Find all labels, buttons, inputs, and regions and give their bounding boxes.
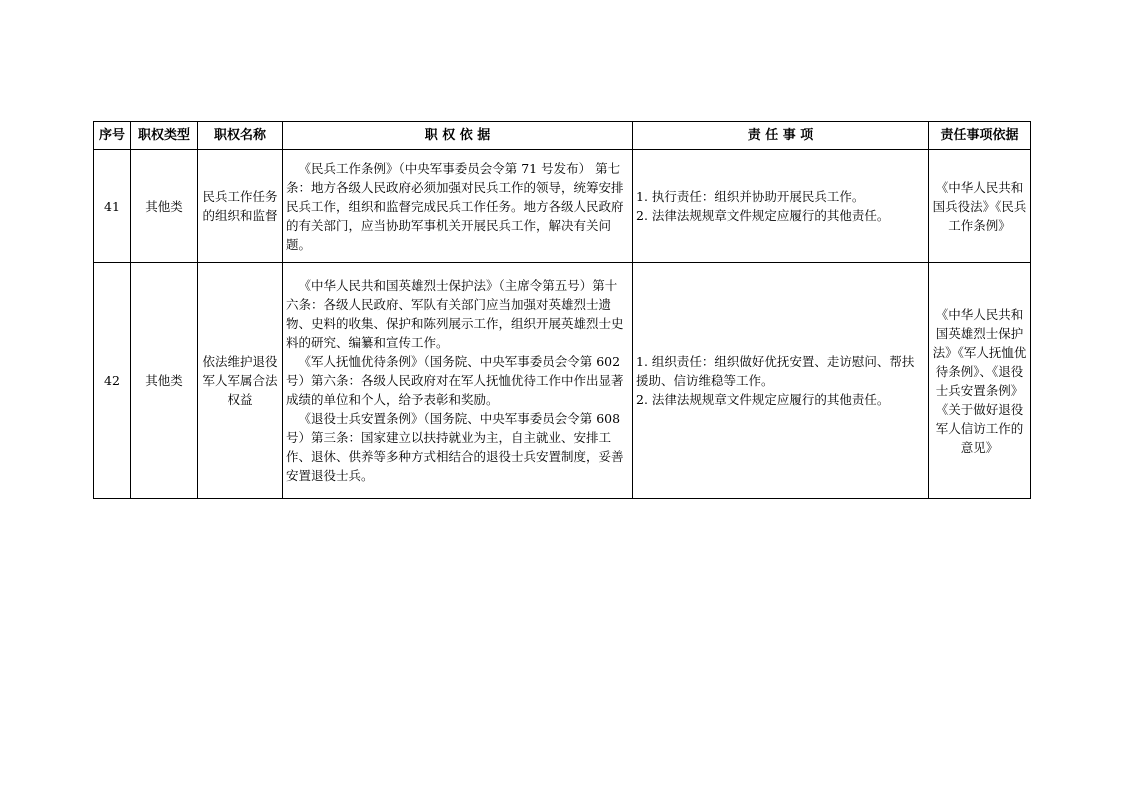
row-name: 民兵工作任务的组织和监督: [198, 150, 283, 263]
row-duties: [633, 263, 929, 499]
row-duty-basis: 《中华人民共和国兵役法》《民兵工作条例》: [929, 150, 1031, 263]
row-duties: [633, 150, 929, 263]
col-header-basis: 职 权 依 据: [283, 122, 633, 150]
duty-item: 2. 法律法规规章文件规定应履行的其他责任。: [636, 208, 890, 223]
col-header-duty-basis: 责任事项依据: [929, 122, 1031, 150]
row-type: 其他类: [131, 150, 198, 263]
basis-text: 《民兵工作条例》（中央军事委员会令第 71 号发布） 第七条：地方各级人民政府必须加强对民兵工作的领导，统筹安排民兵工作，组织和监督完成民兵工作任务。地方各级人民政府的有关部门，应当协助军事机关开展民兵工作，解决有关问题。: [286, 160, 624, 252]
row-basis: [283, 150, 633, 263]
col-header-type: 职权类型: [131, 122, 198, 150]
col-header-no: 序号: [94, 122, 131, 150]
row-no: 42: [94, 263, 131, 499]
table-row: [94, 150, 1031, 263]
header-row: [94, 122, 1031, 150]
basis-text: 《军人抚恤优待条例》（国务院、中央军事委员会令第 602 号）第六条：各级人民政府对在军人抚恤优待工作中作出显著成绩的单位和个人，给予表彰和奖励。: [286, 354, 624, 407]
row-duty-basis: 《中华人民共和国英雄烈士保护法》《军人抚恤优待条例》、《退役士兵安置条例》《关于做好退役军人信访工作的意见》: [929, 263, 1031, 499]
duty-item: 1. 组织责任：组织做好优抚安置、走访慰问、帮扶援助、信访维稳等工作。: [636, 354, 915, 388]
basis-text: 《中华人民共和国英雄烈士保护法》（主席令第五号）第十六条：各级人民政府、军队有关部门应当加强对英雄烈士遗物、史料的收集、保护和陈列展示工作，组织开展英雄烈士史料的研究、编纂和宣传工作。: [286, 278, 624, 350]
duty-item: 1. 执行责任：组织并协助开展民兵工作。: [636, 189, 865, 204]
row-no: 41: [94, 150, 131, 263]
row-basis: [283, 263, 633, 499]
row-name: 依法维护退役军人军属合法权益: [198, 263, 283, 499]
duty-item: 2. 法律法规规章文件规定应履行的其他责任。: [636, 392, 890, 407]
row-type: 其他类: [131, 263, 198, 499]
responsibility-table: [93, 121, 1031, 499]
table-row: [94, 263, 1031, 499]
basis-text: 《退役士兵安置条例》（国务院、中央军事委员会令第 608 号）第三条：国家建立以扶持就业为主，自主就业、安排工作、退休、供养等多种方式相结合的退役士兵安置制度，妥善安置退役士兵。: [286, 411, 624, 483]
col-header-name: 职权名称: [198, 122, 283, 150]
col-header-duties: 责 任 事 项: [633, 122, 929, 150]
